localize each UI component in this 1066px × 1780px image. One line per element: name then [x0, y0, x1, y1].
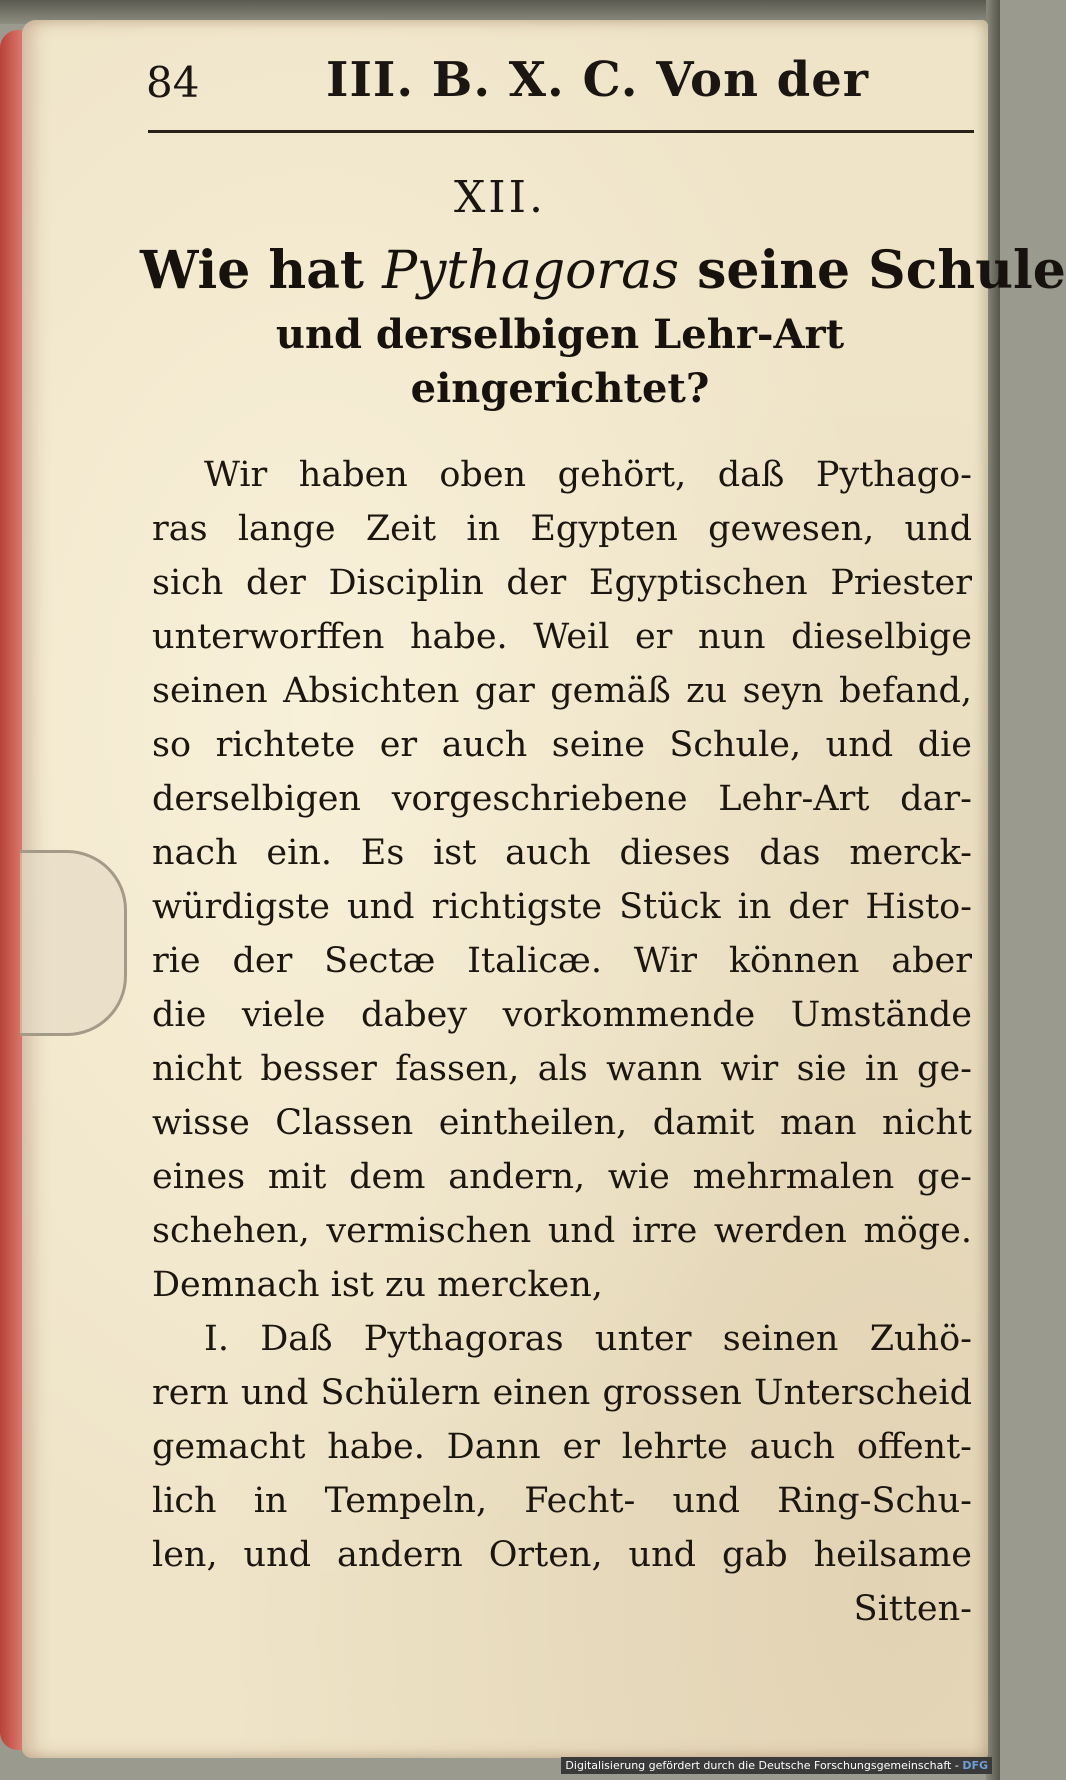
text-line: eines mit dem andern, wie mehrmalen ge- — [152, 1157, 972, 1197]
text-line: schehen, vermischen und irre werden möge. — [152, 1211, 972, 1251]
text-line: so richtete er auch seine Schule, und die — [152, 725, 972, 765]
text-line: gemacht habe. Dann er lehrte auch offent- — [152, 1427, 972, 1467]
text-line: nicht besser fassen, als wann wir sie in ge- — [152, 1049, 972, 1089]
text-line: würdigste und richtigste Stück in der Histo- — [152, 887, 972, 927]
title-line-1-pre: Wie hat — [140, 240, 364, 301]
text-line: die viele dabey vorkommende Umstände — [152, 995, 972, 1035]
text-line: Demnach ist zu mercken, — [152, 1265, 603, 1305]
title-line-1 — [140, 238, 1066, 304]
text-line: ras lange Zeit in Egypten gewesen, und — [152, 509, 972, 549]
text-line: I. Daß Pythagoras unter seinen Zuhö- — [204, 1319, 972, 1359]
title-line-1-name: Pythagoras — [382, 241, 679, 301]
page-header — [146, 42, 976, 122]
text-line: seinen Absichten gar gemäß zu seyn befand, — [152, 671, 972, 711]
text-line: unterworffen habe. Weil er nun dieselbige — [152, 617, 972, 657]
chapter-title — [140, 238, 1066, 416]
title-line-1-post: seine Schule — [697, 240, 1066, 301]
page-clip-mark — [20, 850, 127, 1036]
page-number: 84 — [146, 58, 200, 107]
title-line-2: und derselbigen Lehr-Art — [275, 311, 845, 358]
dfg-logo: DFG — [962, 1759, 988, 1772]
text-line: wisse Classen eintheilen, damit man nicht — [152, 1103, 972, 1143]
catchword: Sitten- — [853, 1589, 972, 1629]
credit-text: Digitalisierung gefördert durch die Deutsche Forschungsgemeinschaft - — [565, 1759, 959, 1772]
text-line: nach ein. Es ist auch dieses das merck- — [152, 833, 972, 873]
text-line: lich in Tempeln, Fecht- und Ring-Schu- — [152, 1481, 972, 1521]
body-text — [152, 448, 972, 1636]
title-line-3: eingerichtet? — [410, 365, 710, 412]
text-line: rie der Sectæ Italicæ. Wir können aber — [152, 941, 972, 981]
section-number: XII. — [453, 172, 547, 223]
text-line: derselbigen vorgeschriebene Lehr-Art dar- — [152, 779, 972, 819]
text-line: len, und andern Orten, und gab heilsame — [152, 1535, 972, 1575]
running-head: III. B. X. C. Von der — [326, 52, 870, 108]
digitization-credit — [561, 1757, 992, 1774]
header-rule — [148, 130, 974, 133]
text-line: Wir haben oben gehört, daß Pythago- — [204, 455, 972, 495]
text-line: rern und Schülern einen grossen Unterscheid — [152, 1373, 972, 1413]
text-line: sich der Disciplin der Egyptischen Priester — [152, 563, 972, 603]
